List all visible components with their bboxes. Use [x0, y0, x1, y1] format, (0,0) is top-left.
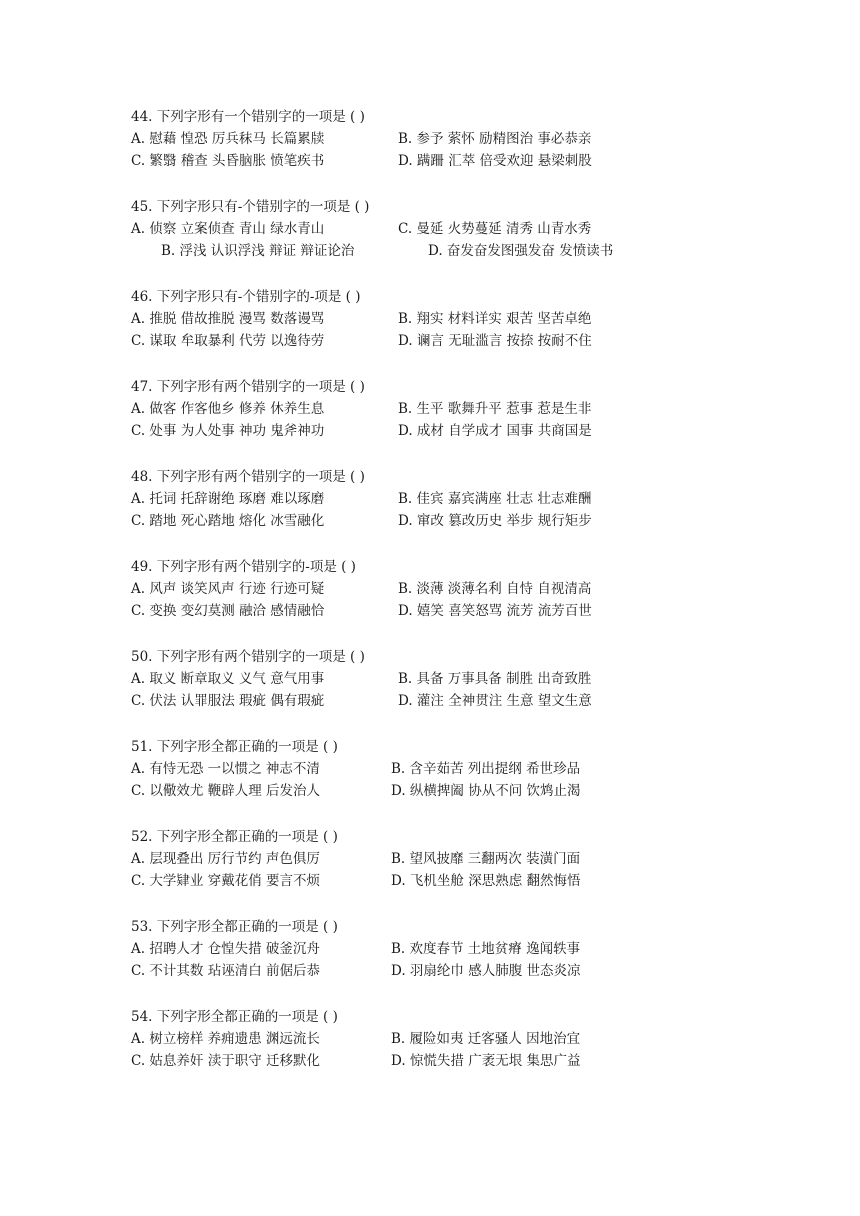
option-row	[131, 938, 751, 960]
option-c: C. 处事 为人处事 神功 鬼斧神功	[131, 423, 325, 439]
question-stem: 45. 下列字形只有-个错别字的一项是 ( )	[131, 199, 370, 215]
question-53	[131, 916, 751, 982]
option-a: A. 慰藉 惶恐 厉兵秣马 长篇累牍	[131, 131, 325, 147]
option-b: B. 生平 歌舞升平 惹事 惹是生非	[398, 401, 592, 417]
option-row	[131, 600, 751, 622]
option-row	[131, 780, 751, 802]
option-row	[131, 308, 751, 330]
option-d: D. 谰言 无耻滥言 按捺 按耐不住	[398, 333, 592, 349]
question-stem: 46. 下列字形只有-个错别字的-项是 ( )	[131, 289, 361, 305]
option-c: C. 大学肄业 穿戴花俏 要言不烦	[131, 873, 321, 889]
question-48	[131, 466, 751, 532]
question-stem: 52. 下列字形全都正确的一项是 ( )	[131, 829, 338, 845]
option-d: D. 奋发奋发图强发奋 发愤读书	[428, 243, 614, 259]
option-b: B. 具备 万事具备 制胜 出奇致胜	[398, 671, 592, 687]
option-d: D. 窜改 篡改历史 举步 规行矩步	[398, 513, 592, 529]
option-row	[131, 150, 751, 172]
option-b: B. 淡薄 淡薄名利 自恃 自视清高	[398, 581, 592, 597]
question-52	[131, 826, 751, 892]
option-b: B. 望风披靡 三翻两次 装潢门面	[391, 851, 581, 867]
option-c: C. 曼延 火势蔓延 清秀 山青水秀	[398, 221, 592, 237]
option-row	[131, 330, 751, 352]
option-row	[131, 1028, 751, 1050]
option-row	[131, 848, 751, 870]
option-b: B. 浮浅 认识浮浅 辩证 辩证论治	[161, 243, 355, 259]
question-46	[131, 286, 751, 352]
question-stem: 47. 下列字形有两个错别字的一项是 ( )	[131, 379, 365, 395]
option-d: D. 灌注 全神贯注 生意 望文生意	[398, 693, 592, 709]
option-row	[131, 398, 751, 420]
option-c: C. 姑息养奸 渎于职守 迁移默化	[131, 1053, 321, 1069]
question-54	[131, 1006, 751, 1072]
option-row	[131, 870, 751, 892]
option-row	[131, 758, 751, 780]
question-stem: 54. 下列字形全都正确的一项是 ( )	[131, 1009, 338, 1025]
option-c: C. 伏法 认罪服法 瑕疵 偶有瑕疵	[131, 693, 325, 709]
question-stem: 44. 下列字形有一个错别字的一项是 ( )	[131, 109, 365, 125]
option-b: B. 履险如夷 迁客骚人 因地治宜	[391, 1031, 581, 1047]
option-row	[131, 960, 751, 982]
option-d: D. 飞机坐舱 深思熟虑 翻然悔悟	[391, 873, 581, 889]
option-a: A. 层现叠出 厉行节约 声色俱厉	[131, 851, 320, 867]
option-a: A. 侦察 立案侦查 青山 绿水青山	[131, 221, 325, 237]
option-c: C. 踏地 死心踏地 熔化 冰雪融化	[131, 513, 325, 529]
option-b: B. 欢度春节 土地贫瘠 逸闻轶事	[391, 941, 581, 957]
option-a: A. 树立榜样 养痈遗患 渊远流长	[131, 1031, 320, 1047]
option-b: B. 翔实 材料详实 艰苦 坚苦卓绝	[398, 311, 592, 327]
option-d: D. 羽扇纶巾 感人肺腹 世态炎凉	[391, 963, 581, 979]
option-b: B. 佳宾 嘉宾满座 壮志 壮志难酬	[398, 491, 592, 507]
question-45	[131, 196, 751, 262]
question-47	[131, 376, 751, 442]
option-row	[131, 488, 751, 510]
option-a: A. 推脱 借故推脱 漫骂 数落谩骂	[131, 311, 325, 327]
question-44	[131, 106, 751, 172]
option-a: A. 托词 托辞谢绝 琢磨 难以琢磨	[131, 491, 325, 507]
option-c: C. 繁翳 稽查 头昏脑胀 愤笔疾书	[131, 153, 325, 169]
option-a: A. 招聘人才 仓惶失措 破釜沉舟	[131, 941, 320, 957]
option-b: B. 含辛茹苦 列出提纲 希世珍品	[391, 761, 581, 777]
option-row	[131, 420, 751, 442]
option-row	[131, 690, 751, 712]
question-stem: 51. 下列字形全都正确的一项是 ( )	[131, 739, 338, 755]
option-row	[131, 240, 751, 262]
option-row	[131, 668, 751, 690]
question-stem: 50. 下列字形有两个错别字的一项是 ( )	[131, 649, 365, 665]
question-stem: 49. 下列字形有两个错别字的-项是 ( )	[131, 559, 356, 575]
option-d: D. 嬉笑 喜笑怒骂 流芳 流芳百世	[398, 603, 592, 619]
option-d: D. 蹒跚 汇萃 倍受欢迎 悬梁刺股	[398, 153, 592, 169]
question-49	[131, 556, 751, 622]
option-row	[131, 128, 751, 150]
option-a: A. 取义 断章取义 义气 意气用事	[131, 671, 325, 687]
question-stem: 48. 下列字形有两个错别字的一项是 ( )	[131, 469, 365, 485]
option-row	[131, 1050, 751, 1072]
option-row	[131, 218, 751, 240]
option-d: D. 成材 自学成才 国事 共商国是	[398, 423, 592, 439]
option-a: A. 做客 作客他乡 修养 休养生息	[131, 401, 325, 417]
question-50	[131, 646, 751, 712]
question-51	[131, 736, 751, 802]
option-row	[131, 578, 751, 600]
option-row	[131, 510, 751, 532]
option-c: C. 以儆效尤 鞭辟人理 后发治人	[131, 783, 321, 799]
option-a: A. 风声 谈笑风声 行迹 行迹可疑	[131, 581, 325, 597]
option-d: D. 纵横捭阖 协从不问 饮鸩止渴	[391, 783, 581, 799]
option-a: A. 有恃无恐 一以惯之 神志不清	[131, 761, 320, 777]
option-c: C. 不计其数 玷诬清白 前倨后恭	[131, 963, 321, 979]
option-b: B. 参予 萦怀 励精图治 事必恭亲	[398, 131, 592, 147]
question-stem: 53. 下列字形全都正确的一项是 ( )	[131, 919, 338, 935]
option-c: C. 谋取 牟取暴利 代劳 以逸待劳	[131, 333, 325, 349]
option-c: C. 变换 变幻莫测 融洽 感情融恰	[131, 603, 325, 619]
option-d: D. 惊慌失措 广袤无垠 集思广益	[391, 1053, 581, 1069]
